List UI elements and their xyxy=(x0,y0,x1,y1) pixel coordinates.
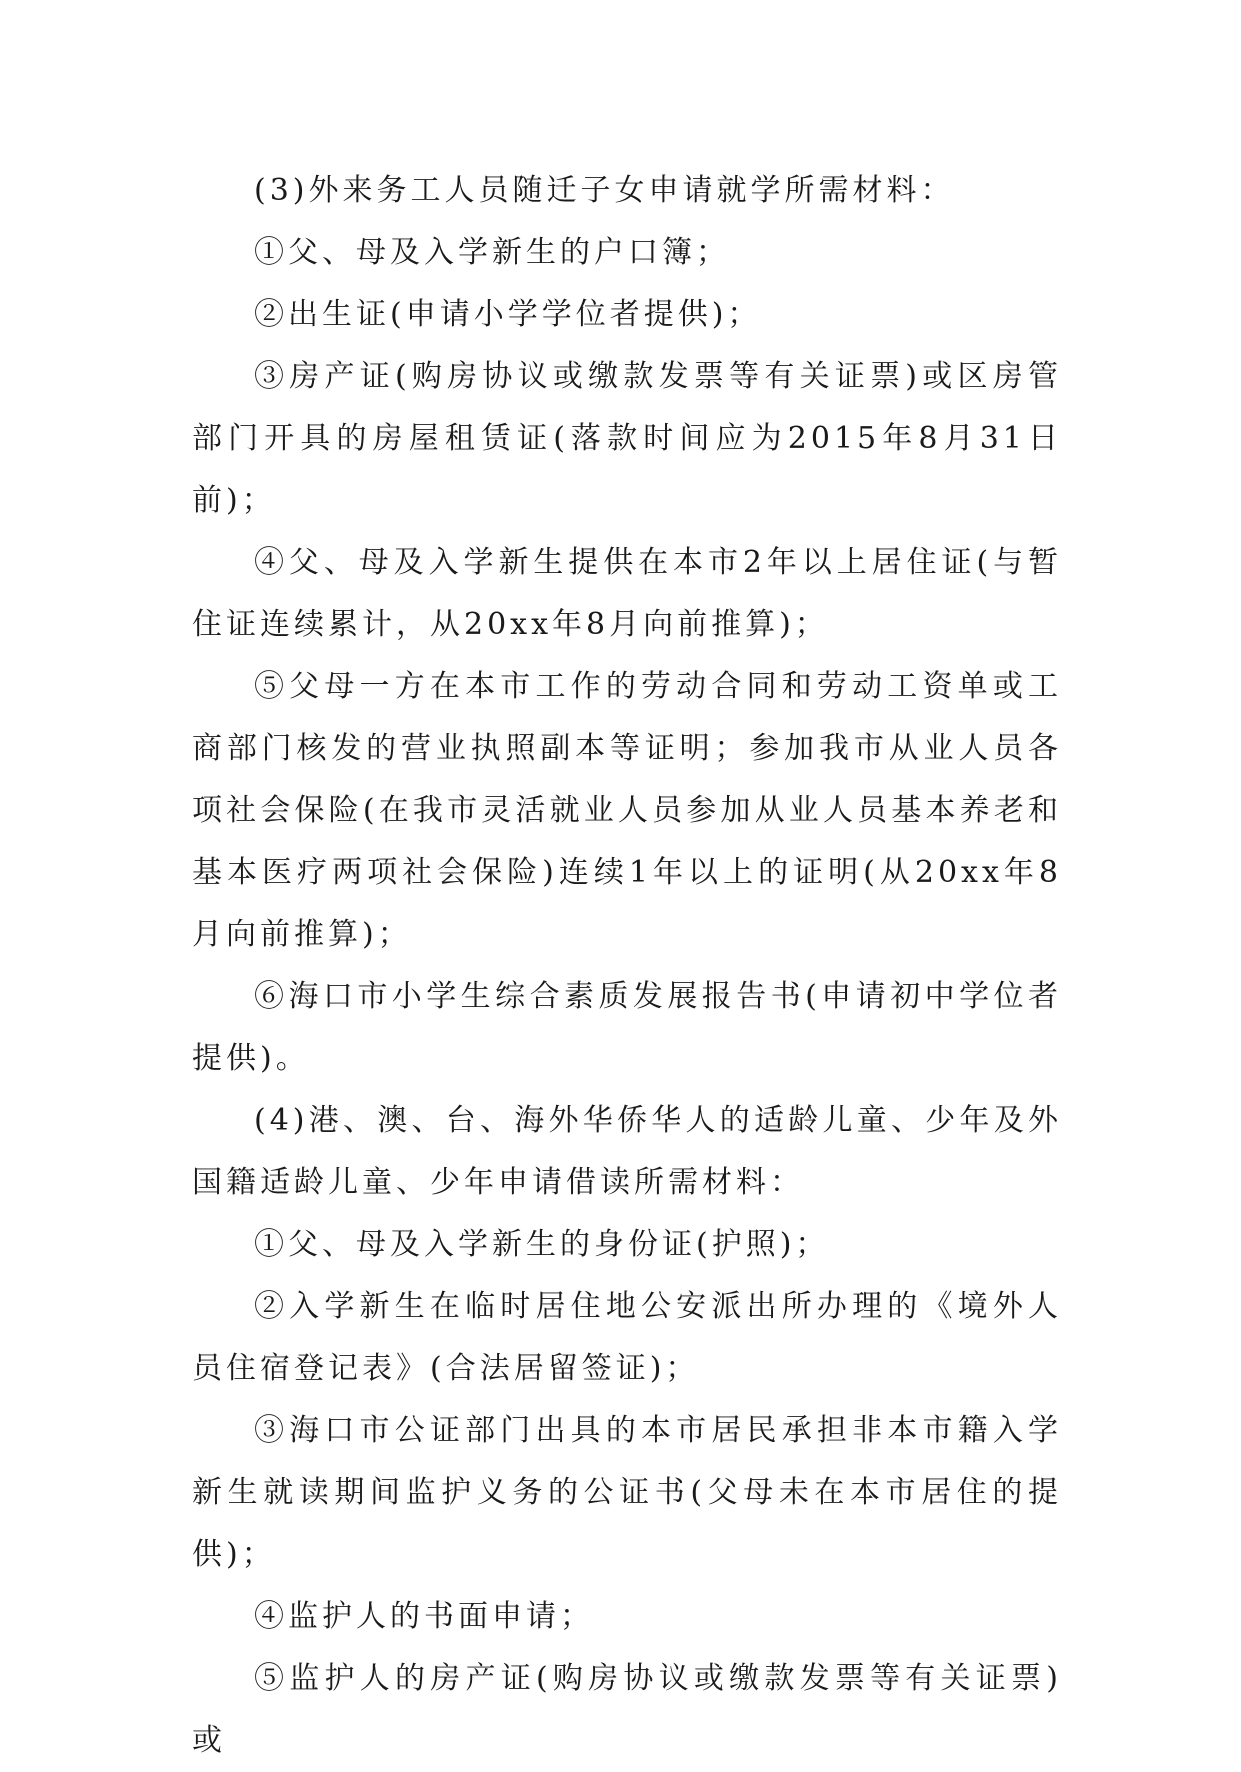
paragraph-household-register: ①父、母及入学新生的户口簿； xyxy=(254,235,730,270)
paragraph-overseas-materials-heading: (4)港、澳、台、海外华侨华人的适龄儿童、少年及外国籍适龄儿童、少年申请借读所需材料： xyxy=(192,1103,1062,1200)
paragraph-id-passport: ①父、母及入学新生的身份证(护照)； xyxy=(254,1227,830,1262)
paragraph-migrant-materials-heading: (3)外来务工人员随迁子女申请就学所需材料： xyxy=(254,173,955,208)
document-body xyxy=(192,160,1062,1772)
paragraph-labor-contract-insurance: ⑤父母一方在本市工作的劳动合同和劳动工资单或工商部门核发的营业执照副本等证明；参加我市从业人员各项社会保险(在我市灵活就业人员参加从业人员基本养老和基本医疗两项社会保险)连续1年以上的证明(从20xx年8月向前推算)； xyxy=(192,669,1062,952)
paragraph-birth-certificate: ②出生证(申请小学学位者提供)； xyxy=(254,297,762,332)
paragraph-accommodation-registration: ②入学新生在临时居住地公安派出所办理的《境外人员住宿登记表》(合法居留签证)； xyxy=(192,1289,1062,1386)
paragraph-guardianship-notarization: ③海口市公证部门出具的本市居民承担非本市籍入学新生就读期间监护义务的公证书(父母未在本市居住的提供)； xyxy=(192,1413,1062,1572)
paragraph-guardian-application: ④监护人的书面申请； xyxy=(254,1599,594,1634)
paragraph-guardian-property: ⑤监护人的房产证(购房协议或缴款发票等有关证票)或 xyxy=(192,1661,1062,1758)
paragraph-residence-permit: ④父、母及入学新生提供在本市2年以上居住证(与暂住证连续累计，从20xx年8月向前推算)； xyxy=(192,545,1062,642)
paragraph-property-certificate: ③房产证(购房协议或缴款发票等有关证票)或区房管部门开具的房屋租赁证(落款时间应为2015年8月31日前)； xyxy=(192,359,1062,518)
paragraph-student-report: ⑥海口市小学生综合素质发展报告书(申请初中学位者提供)。 xyxy=(192,979,1062,1076)
